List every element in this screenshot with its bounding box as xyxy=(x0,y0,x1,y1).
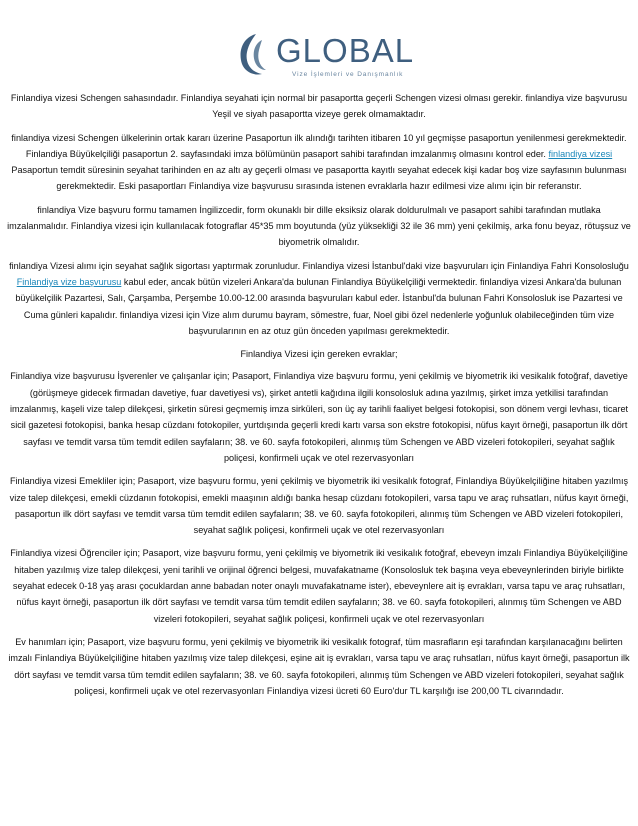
paragraph-insurance-embassy xyxy=(6,258,632,339)
paragraph-students: Finlandiya vizesi Öğrenciler için; Pasaport, vize başvuru formu, yeni çekilmiş ve biyometrik iki vesikalık fotoğraf, ebeveyn imzalı Finlandiya Büyükelçiliğine hitaben yazılmış vize talep dilekçesi, yeni tarihli ve orijinal öğrenci belgesi, muvafakatname (Konsolosluk tek başına veya ebeveynlerinden biriyle birlikte seyahat edecek 0-18 yaş arası çocuklardan anne babadan noter onaylı muvafakatname ister), ebeveynlere ait iş evrakları, varsa tapu ve araç ruhsatları, nüfus kayıt örneği, pasaportun ilk dört sayfası ve temdit varsa tüm temdit edilen sayfaların; 38. ve 60. sayfa fotokopileri, alınmış tüm Schengen ve ABD vizeleri fotokopileri, seyahat sağlık poliçesi, konfirmeli uçak ve otel rezervasyonları xyxy=(10,548,628,624)
paragraph-insurance-text-2: kabul eder, ancak bütün vizeleri Ankara'da bulunan Finlandiya Büyükelçiliği vermektedir. finlandiya vizesi Ankara'da bulunan büyükelçilik Pazartesi, Salı, Çarşamba, Perşembe 10.00-12.00 arasında başvuruları kabul eder. İstanbul'da bulunan Fahri Konsolosluk ise Pazartesi ve Cuma günleri kapalıdır. finlandiya vizesi için Vize alım durumu bayram, sömestre, fuar, Noel gibi özel nedenlerle yoğunluk olabileceğinden tüm vize başvurularının en az otuz gün önceden yapılması gerekmektedir. xyxy=(15,276,623,336)
paragraph-insurance-text-1: finlandiya Vizesi alımı için seyahat sağlık sigortası yaptırmak zorunludur. Finlandiya vizesi İstanbul'daki vize başvuruları için Finlandiya Fahri Konsolosluğu xyxy=(9,260,629,271)
logo-wordmark: GLOBAL xyxy=(276,32,415,69)
paragraph-retirees: Finlandiya vizesi Emekliler için; Pasaport, vize başvuru formu, yeni çekilmiş ve biyometrik iki vesikalık fotograf, Finlandiya Büyükelçiliğine hitaben yazılmış vize talep dilekçesi, emekli cüzdanın fotokopisi, emekli maaşının aldığı banka hesap cüzdanı fotokopileri, varsa tapu ve araç ruhsatları, nüfus kayıt örneği, pasaportun ilk dört sayfası ve temdit varsa tüm temdit edilen sayfaların; 38. ve 60. sayfa fotokopileri, alınmış tüm Schengen ve ABD vizeleri fotokopileri, seyahat sağlık poliçesi, konfirmeli uçak ve otel rezervasyonları xyxy=(9,476,629,536)
paragraph-passport-text-2: Pasaportun temdit süresinin seyahat tarihinden en az altı ay geçerli olması ve pasaportta kayıtlı seyahat edecek kişi kadar boş vize sayfasının bulunması gerekmektedir. Eski pasaportları Finlandiya vize başvurusu sırasında istenen evraklarla hazır edilmesi vize alımı için bir referanstır. xyxy=(11,165,627,192)
logo-swirl-icon xyxy=(236,32,272,76)
logo-tagline: Vize İşlemleri ve Danışmanlık xyxy=(292,71,404,78)
link-finlandiya-vize-basvurusu[interactable]: Finlandiya vize başvurusu xyxy=(16,276,122,287)
paragraph-passport-text-1: finlandiya vizesi Schengen ülkelerinin ortak kararı üzerine Pasaportun ilk alındığı tarihten itibaren 10 yıl geçmişse pasaportun yenilenmesi gerekmektedir. Finlandiya Büyükelçiliği pasaportun 2. sayfasındaki imza bölümünün pasaport sahibi tarafından imzalanmış olmasını kontrol eder. xyxy=(11,132,627,159)
paragraph-form-photo: finlandiya Vize başvuru formu tamamen İngilizcedir, form okunaklı bir dille eksiksiz olarak doldurulmalı ve pasaport sahibi tarafından mutlaka imzalanmalıdır. Finlandiya vizesi için kullanılacak fotograflar 45*35 mm boyutunda (yüz yüksekliği 32 ile 36 mm) yeni çekilmiş, arka fonu beyaz, rötuşsuz ve biyometrik olmalıdır. xyxy=(7,204,631,248)
paragraph-employers: Finlandiya vize başvurusu İşverenler ve çalışanlar için; Pasaport, Finlandiya vize başvuru formu, yeni çekilmiş ve biyometrik iki vesikalık fotoğraf, davetiye (görüşmeye gidecek firmadan davetiye, fuar davetiyesi vs), şirket antetli kağıdına ilgili konsolosluk adına yazılmış, şirket imza yetkilisi tarafından imzalanmış, kaşeli vize talep dilekçesi, şirketin süresi geçmemiş imza sirküleri, son üç ay tarihli faaliyet belgesi fotokopisi, son dönem vergi levhası, ticaret sicil gazetesi fotokopisi, banka hesap cüzdanı fotokopiler, yurtdışında geçerli kredi kartı varsa son ekstre fotokopisi, nüfus kayıt örneği, pasaportun ilk dört sayfası ve temdit varsa tüm temdit edilen sayfaların; 38. ve 60. sayfa fotokopileri, alınmış tüm Schengen ve ABD vizeleri fotokopileri, seyahat sağlık poliçesi, konfirmeli uçak ve otel rezervasyonları xyxy=(9,371,629,463)
paragraph-housewives: Ev hanımları için; Pasaport, vize başvuru formu, yeni çekilmiş ve biyometrik iki vesikalık fotograf, tüm masrafların eşi tarafından karşılanacağını belirten imzalı Finlandiya Büyükelçiliğine hitaben yazılmış vize talep dilekçesi, eşine ait iş evrakları, varsa tapu ve araç ruhsatları, nüfus kayıt örneği, pasaportun ilk dört sayfası ve temdit varsa tüm temdit edilen sayfaların; 38. ve 60. sayfa fotokopileri, alınmış tüm Schengen ve ABD vizeleri fotokopileri, seyahat sağlık poliçesi, konfirmeli uçak ve otel rezervasyonları Finlandiya vizesi ücreti 60 Euro'dur TL karşılığı ise 200,00 TL civarındadır. xyxy=(8,636,630,696)
document-body xyxy=(6,90,632,706)
global-logo xyxy=(236,32,415,82)
paragraph-passport xyxy=(6,130,632,195)
link-finlandiya-vizesi[interactable]: finlandiya vizesi xyxy=(548,148,613,159)
section-heading-documents: Finlandiya Vizesi için gereken evraklar; xyxy=(240,349,398,360)
paragraph-intro: Finlandiya vizesi Schengen sahasındadır. Finlandiya seyahati için normal bir pasaportta geçerli Schengen vizesi olması gerekir. finlandiya vize başvurusu Yeşil ve siyah pasaportta vizeye gerek olmamaktadır. xyxy=(10,93,628,120)
